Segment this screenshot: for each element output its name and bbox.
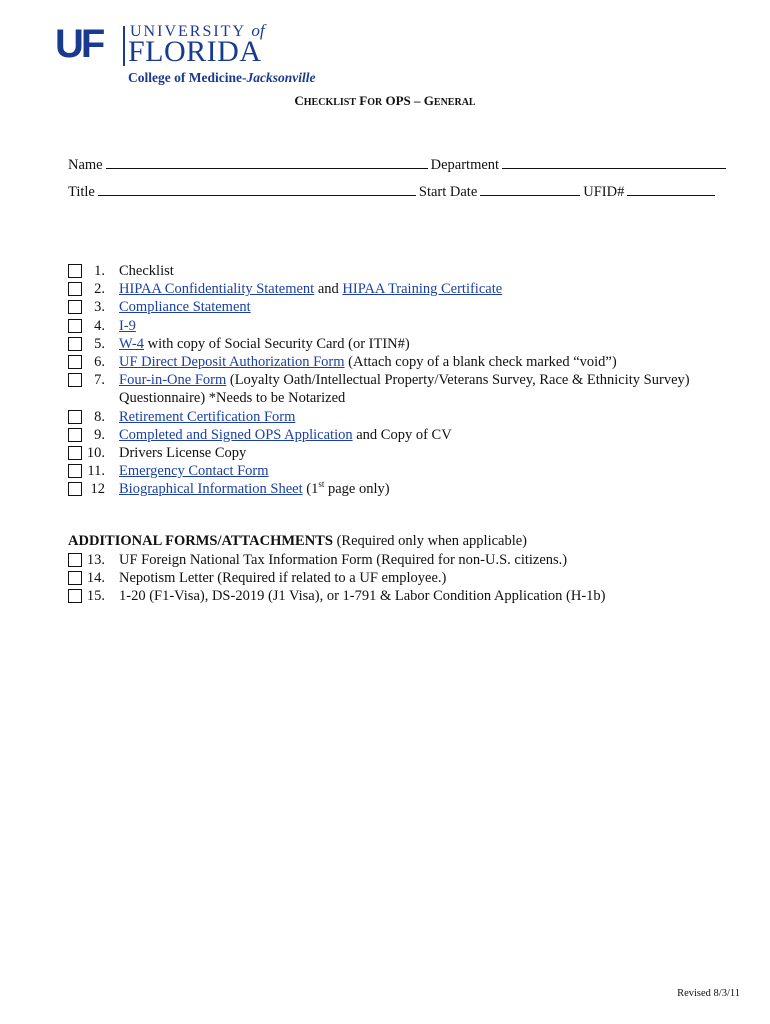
- additional-forms-note: (Required only when applicable): [332, 533, 528, 549]
- list-item: [68, 335, 748, 353]
- item-text: Drivers License Copy: [119, 444, 247, 461]
- hipaa-confidentiality-link[interactable]: HIPAA Confidentiality Statement: [119, 281, 315, 298]
- name-department-row: [68, 155, 729, 174]
- item-text: [119, 480, 748, 498]
- item-number: 1.: [94, 263, 105, 279]
- biographical-sheet-link[interactable]: Biographical Information Sheet: [119, 481, 303, 498]
- item-number: 13.: [86, 552, 105, 568]
- item-detail-text: and Copy of CV: [352, 426, 452, 443]
- checkbox[interactable]: [68, 446, 82, 460]
- logo-college-line: [128, 70, 315, 85]
- item-detail-text-line2: Questionnaire) *Needs to be Notarized: [119, 390, 346, 407]
- item-detail-text: with copy of Social Security Card (or ITIN#): [143, 335, 410, 352]
- name-label: Name: [68, 157, 103, 173]
- checkbox[interactable]: [68, 355, 82, 369]
- title-initial-c: C: [294, 93, 304, 108]
- compliance-statement-link[interactable]: Compliance Statement: [119, 299, 251, 316]
- emergency-contact-link[interactable]: Emergency Contact Form: [119, 463, 269, 480]
- checkbox[interactable]: [68, 264, 82, 278]
- list-item: [68, 569, 748, 587]
- item-text: [119, 408, 748, 426]
- item-text: [119, 317, 748, 335]
- ufid-label: UFID#: [583, 184, 625, 200]
- item-number: 5.: [94, 335, 105, 352]
- item-number: 11.: [87, 463, 105, 480]
- list-item: [68, 317, 748, 335]
- checkbox[interactable]: [68, 589, 82, 603]
- ufid-field[interactable]: [627, 182, 715, 196]
- list-item: [68, 480, 748, 498]
- item-text: Nepotism Letter (Required if related to a UF employee.): [119, 570, 447, 587]
- item-text: [119, 353, 748, 371]
- revision-date: Revised 8/3/11: [677, 988, 740, 999]
- title-ops: OPS –: [385, 93, 421, 108]
- item-number: 2.: [94, 281, 105, 298]
- title-word-checklist: HECKLIST: [303, 97, 357, 108]
- additional-checklist: [68, 551, 748, 606]
- checkbox[interactable]: [68, 300, 82, 314]
- item-connector-text: and: [314, 281, 343, 298]
- item-text: Checklist: [119, 263, 174, 279]
- item-number: 6.: [94, 353, 105, 370]
- item-text: 1-20 (F1-Visa), DS-2019 (J1 Visa), or 1-791 & Labor Condition Application (H-1b): [119, 588, 606, 605]
- direct-deposit-link[interactable]: UF Direct Deposit Authorization Form: [119, 353, 345, 370]
- checkbox[interactable]: [68, 482, 82, 496]
- logo-divider: [123, 26, 125, 66]
- checkbox[interactable]: [68, 553, 82, 567]
- checkbox[interactable]: [68, 464, 82, 478]
- item-detail-text-end: page only): [324, 481, 390, 498]
- list-item: [68, 408, 748, 426]
- checkbox[interactable]: [68, 337, 82, 351]
- list-item: [68, 462, 748, 480]
- item-number: 7.: [94, 372, 105, 389]
- ordinal-superscript: st: [318, 479, 325, 490]
- item-number: 15.: [86, 588, 105, 605]
- item-text: UF Foreign National Tax Information Form (Required for non-U.S. citizens.): [119, 552, 568, 568]
- title-field[interactable]: [98, 182, 416, 196]
- checkbox[interactable]: [68, 410, 82, 424]
- list-item: [68, 280, 748, 298]
- item-text: [119, 298, 748, 316]
- item-text: [119, 280, 748, 298]
- item-text: [119, 462, 748, 480]
- list-item: [68, 444, 748, 462]
- list-item: [68, 262, 748, 280]
- item-detail-text: (1: [302, 481, 319, 498]
- item-number: 8.: [94, 408, 105, 425]
- uf-monogram: UF: [55, 22, 103, 66]
- item-number: 4.: [94, 317, 105, 334]
- title-label: Title: [68, 184, 95, 200]
- department-label: Department: [430, 157, 500, 173]
- department-field[interactable]: [502, 155, 726, 169]
- checkbox[interactable]: [68, 428, 82, 442]
- checkbox[interactable]: [68, 282, 82, 296]
- additional-forms-heading: [68, 533, 527, 550]
- logo-college-text: College of Medicine-: [128, 70, 247, 85]
- start-date-field[interactable]: [480, 182, 580, 196]
- list-item: [68, 426, 748, 444]
- w4-link[interactable]: W-4: [119, 335, 144, 352]
- list-item: [68, 371, 748, 407]
- checkbox[interactable]: [68, 571, 82, 585]
- logo-campus-text: Jacksonville: [246, 70, 316, 85]
- four-in-one-form-link[interactable]: Four-in-One Form: [119, 372, 227, 389]
- start-date-label: Start Date: [418, 184, 478, 200]
- logo-florida-text: FLORIDA: [128, 35, 262, 68]
- ops-application-link[interactable]: Completed and Signed OPS Application: [119, 426, 353, 443]
- title-initial-g: G: [423, 93, 434, 108]
- item-number: 9.: [94, 426, 105, 443]
- hipaa-training-link[interactable]: HIPAA Training Certificate: [342, 281, 503, 298]
- list-item: [68, 353, 748, 371]
- logo-university-text: UNIVERSITY: [130, 23, 246, 40]
- name-field[interactable]: [106, 155, 428, 169]
- item-text: [119, 371, 748, 407]
- uf-college-of-medicine-logo: [55, 22, 315, 86]
- list-item: [68, 298, 748, 316]
- title-word-for: OR: [367, 97, 383, 108]
- retirement-certification-link[interactable]: Retirement Certification Form: [119, 408, 296, 425]
- title-startdate-ufid-row: [68, 182, 718, 201]
- item-text: [119, 426, 748, 444]
- list-item: [68, 587, 748, 605]
- checkbox[interactable]: [68, 373, 82, 387]
- item-number: 14.: [86, 570, 105, 587]
- i9-link[interactable]: I-9: [119, 317, 136, 334]
- item-number: 3.: [94, 299, 105, 316]
- page-title: [0, 93, 770, 109]
- item-detail-text: (Attach copy of a blank check marked “void”): [344, 353, 617, 370]
- checklist: [68, 262, 748, 498]
- item-text: [119, 335, 748, 353]
- item-number: 12: [90, 481, 105, 498]
- checkbox[interactable]: [68, 319, 82, 333]
- logo-of-text: of: [251, 21, 265, 40]
- list-item: [68, 551, 748, 569]
- item-number: 10.: [86, 444, 105, 461]
- additional-forms-title: ADDITIONAL FORMS/ATTACHMENTS: [68, 533, 333, 549]
- item-detail-text: (Loyalty Oath/Intellectual Property/Veterans Survey, Race & Ethnicity Survey): [226, 372, 690, 389]
- title-initial-f: F: [359, 93, 368, 108]
- title-word-general: ENERAL: [433, 97, 476, 108]
